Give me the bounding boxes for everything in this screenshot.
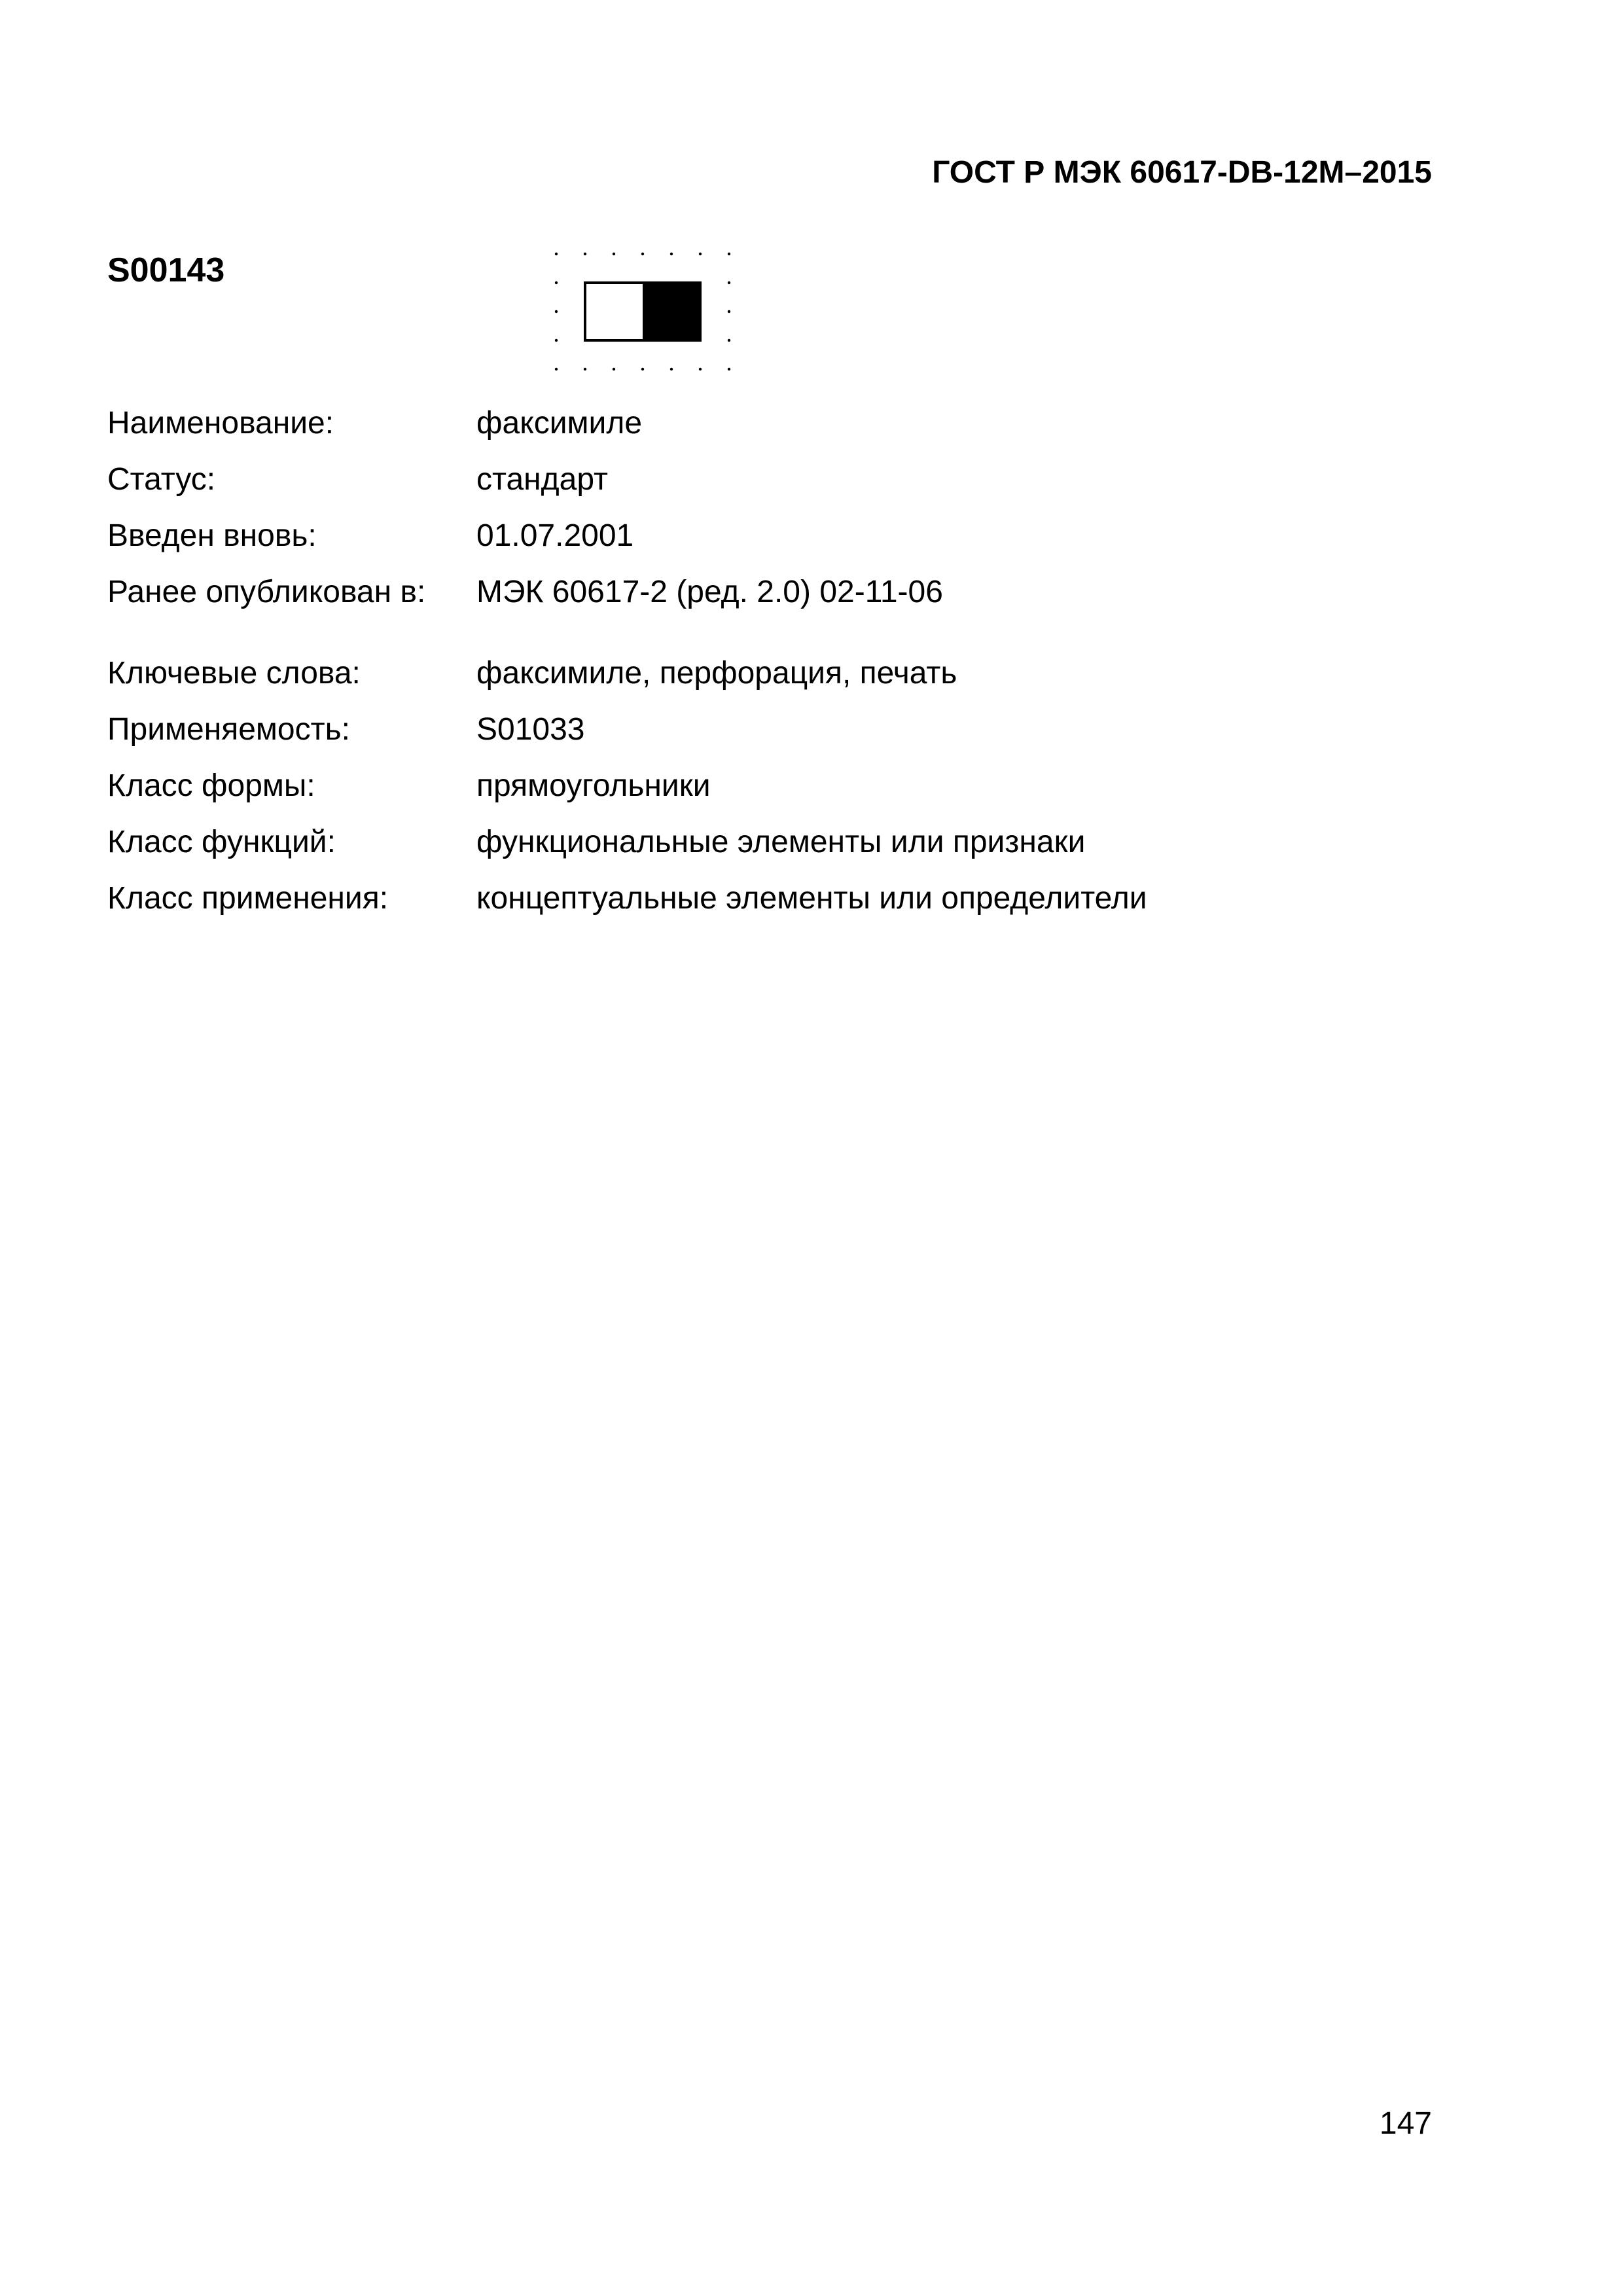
field-value: прямоугольники [476, 768, 711, 803]
field-label: Введен вновь: [107, 518, 317, 553]
field-value: стандарт [476, 462, 608, 497]
field-label: Применяемость: [107, 712, 350, 747]
field-value: функциональные элементы или признаки [476, 825, 1086, 859]
field-label: Ранее опубликован в: [107, 575, 426, 609]
field-value: концептуальные элементы или определители [476, 881, 1147, 916]
field-label: Ключевые слова: [107, 656, 361, 691]
symbol-id: S00143 [107, 251, 225, 289]
page-number: 147 [1379, 2106, 1432, 2141]
field-label: Наименование: [107, 406, 334, 440]
field-value: S01033 [476, 712, 585, 747]
field-value: МЭК 60617-2 (ред. 2.0) 02-11-06 [476, 575, 943, 609]
symbol-filled-half [643, 283, 700, 340]
field-value: 01.07.2001 [476, 518, 634, 553]
facsimile-symbol-icon [543, 246, 740, 377]
field-label: Класс формы: [107, 768, 315, 803]
document-code-header: ГОСТ Р МЭК 60617-DB-12М–2015 [932, 155, 1432, 190]
field-label: Статус: [107, 462, 216, 497]
field-value: факсимиле, перфорация, печать [476, 656, 957, 691]
field-label: Класс применения: [107, 881, 389, 916]
field-label: Класс функций: [107, 825, 336, 859]
field-value: факсимиле [476, 406, 643, 440]
